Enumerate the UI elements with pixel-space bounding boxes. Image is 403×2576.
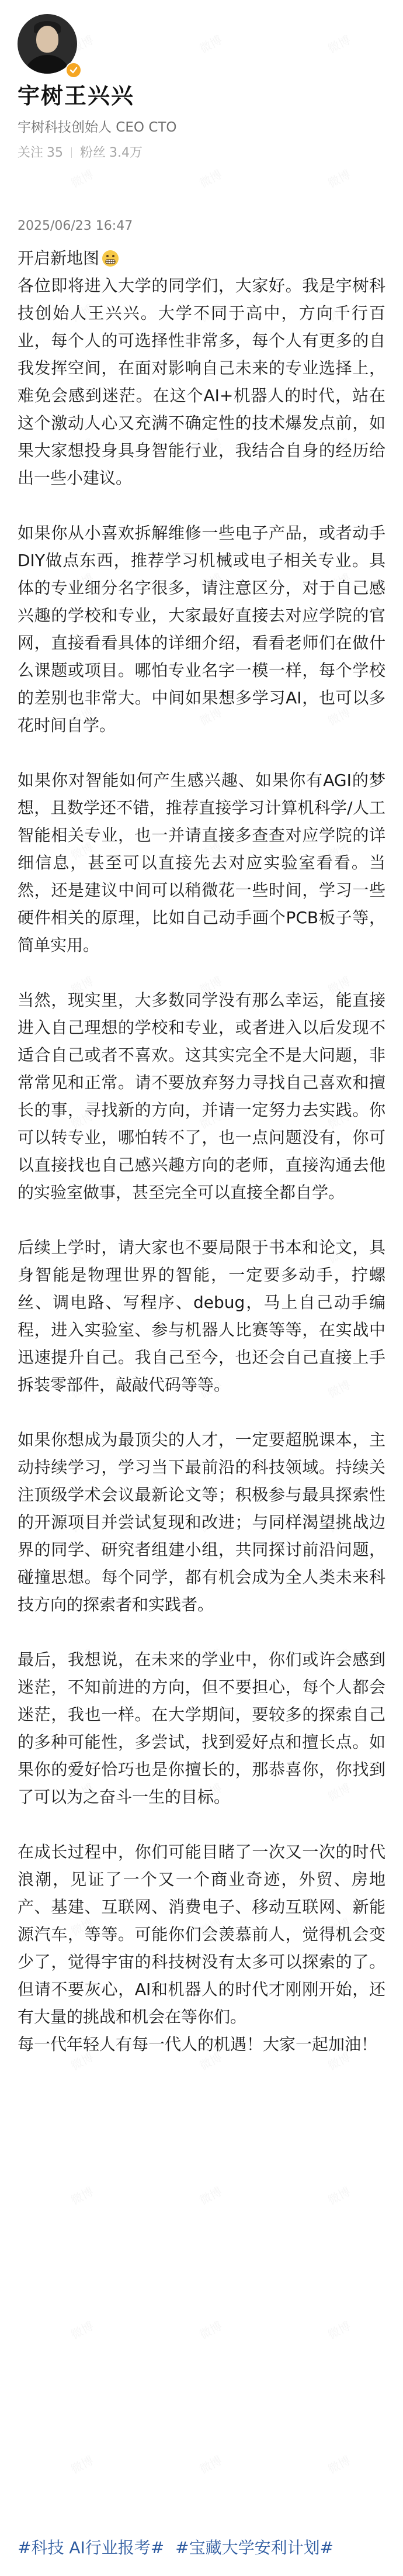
post-paragraph: 当然，现实里，大多数同学没有那么幸运，能直接进入自己理想的学校和专业，或者进入以后发现不适合自己或者不喜欢。这其实完全不是大问题，非常常见和正常。请不要放弃努力寻找自己喜欢和擅长的事，寻找新的方向，并请一定努力去实践。你可以转专业，哪怕转不了，也一点问题没有，你可以直接找也自己感兴趣方向的老师，直接沟通去他的实验室做事，甚至完全可以直接全都自学。: [18, 990, 385, 1202]
post-paragraph: 如果你想成为最顶尖的人才，一定要超脱课本，主动持续学习，学习当下最前沿的科技领域。持续关注顶级学术会议最新论文等；积极参与最具探索性的开源项目并尝试复现和改进；与同样渴望挑战边界的同学、研究者组建小组，共同探讨前沿问题，碰撞思想。每个同学，都有机会成为全人类未来科技方向的探索者和实践者。: [18, 1430, 385, 1614]
paragraph-gap: [18, 739, 385, 766]
post-opening: 开启新地图: [18, 248, 100, 268]
post-paragraph: 如果你从小喜欢拆解维修一些电子产品，或者动手DIY做点东西，推荐学习机械或电子相关专业。具体的专业细分名字很多，请注意区分，对于自己感兴趣的学校和专业，大家最好直接去对应学院的官网，直接看看具体的详细介绍，看看老师们在做什么课题或项目。哪怕专业名字一模一样，每个学校的差别也非常大。中间如果想多学习AI，也可以多花时间自学。: [18, 523, 385, 735]
watermark-text: [68, 2316, 96, 2342]
post-paragraph: 最后，我想说，在未来的学业中，你们或许会感到迷茫，不知前进的方向，但不要担心，每个人都会迷茫，我也一样。在大学期间，要较多的探索自己的多种可能性，多尝试，找到爱好点和擅长点。如果你的爱好恰巧也是你擅长的，那恭喜你，你找到了可以为之奋斗一生的目标。: [18, 1650, 385, 1807]
paragraph-gap: [18, 959, 385, 986]
watermark-text: [325, 2316, 353, 2342]
profile-stats: [18, 144, 143, 162]
profile-title: 宇树科技创始人 CEO CTO: [18, 120, 177, 135]
watermark-text: [68, 165, 96, 191]
following-count: 35: [47, 146, 64, 160]
watermark-text: [196, 2316, 225, 2342]
watermark-text: [68, 2451, 96, 2477]
followers-count: 3.4万: [109, 146, 143, 160]
post-paragraph: 如果你对智能如何产生感兴趣、如果你有AGI的梦想，且数学还不错，推荐直接学习计算机科学/人工智能相关专业，也一并请直接多查查对应学院的详细信息，甚至可以直接先去对应实验室看看。当然，还是建议中间可以稍微花一些时间，学习一些硬件相关的原理，比如自己动手画个PCB板子等，简单实用。: [18, 771, 385, 955]
hashtag-link[interactable]: #宝藏大学安利计划#: [175, 2538, 334, 2557]
avatar-face: [36, 26, 58, 53]
post-closing: 每一代年轻人有每一代人的机遇！大家一起加油！: [18, 2035, 378, 2054]
verified-badge-icon: [65, 62, 82, 78]
paragraph-gap: [18, 1811, 385, 1838]
followers-stat[interactable]: [80, 146, 143, 160]
paragraph-gap: [18, 1399, 385, 1426]
paragraph-gap: [18, 1206, 385, 1234]
post-paragraph: 在成长过程中，你们可能目睹了一次又一次的时代浪潮，见证了一个又一个商业奇迹，外贸、房地产、基建、互联网、消费电子、移动互联网、新能源汽车，等等。可能你们会羡慕前人，觉得机会变少了，觉得宇宙的科技树没有太多可以探索的了。但请不要灰心，AI和机器人的时代才刚刚开始，还有大量的挑战和机会在等你们。: [18, 1842, 385, 2026]
paragraph-gap: [18, 492, 385, 519]
watermark-text: [325, 2451, 353, 2477]
paragraph-gap: [18, 1618, 385, 1646]
following-stat[interactable]: [18, 146, 63, 160]
grimacing-face-emoji: [102, 250, 119, 267]
post-paragraph: 各位即将进入大学的同学们，大家好。我是宇树科技创始人王兴兴。大学不同于高中，方向千行百业，每个人的可选择性非常多，每个人有更多的自我发挥空间，在面对影响自己未来的专业选择上，难免会感到迷茫。在这个AI+机器人的时代，站在这个激动人心又充满不确定性的技术爆发点前，如果大家想投身具身智能行业，我结合自身的经历给出一些小建议。: [18, 276, 385, 488]
watermark-text: [68, 2182, 96, 2208]
stats-divider: [71, 147, 72, 158]
watermark-text: [196, 2451, 225, 2477]
watermark-text: [196, 30, 225, 56]
hashtag-link[interactable]: #科技 AI行业报考#: [18, 2538, 165, 2557]
followers-label: 粉丝: [80, 146, 106, 160]
avatar-shirt: [23, 55, 71, 74]
post-tags: [18, 2536, 391, 2560]
post-paragraph: 后续上学时，请大家也不要局限于书本和论文，具身智能是物理世界的智能，一定要多动手，拧螺丝、调电路、写程序、debug，马上自己动手编程，进入实验室、参与机器人比赛等等，在实战中迅速提升自己。我自己至今，也还会自己直接上手拆装零部件，敲敲代码等等。: [18, 1238, 385, 1394]
watermark-text: [196, 2182, 225, 2208]
watermark-text: [325, 30, 353, 56]
watermark-text: [325, 2182, 353, 2208]
post-date: 2025/06/23 16:47: [18, 219, 133, 233]
watermark-text: [325, 165, 353, 191]
profile-name[interactable]: 宇树王兴兴: [18, 83, 135, 109]
post-opening-line: [18, 244, 385, 272]
watermark-text: [196, 165, 225, 191]
post-body: [18, 244, 385, 2058]
following-label: 关注: [18, 146, 44, 160]
